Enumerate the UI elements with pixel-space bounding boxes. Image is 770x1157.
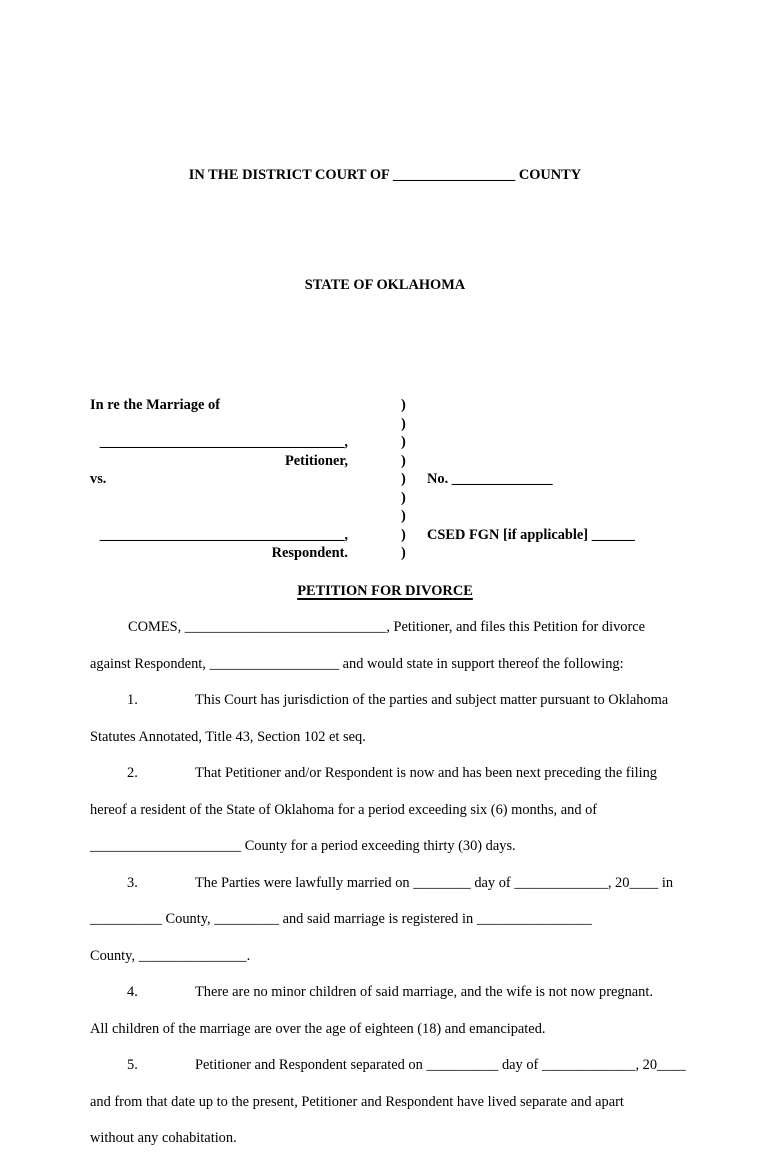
caption-right-spacer-5 — [427, 489, 680, 508]
court-header-line1 — [90, 157, 680, 194]
paragraph-2-line3 — [90, 828, 680, 865]
caption-paren-4: ) — [401, 452, 406, 469]
caption-right-spacer-1 — [427, 396, 680, 415]
csed-fgn-row — [427, 526, 680, 545]
csed-fgn-blank[interactable]: ______ — [591, 526, 635, 543]
petition-body — [90, 609, 686, 1157]
case-number-row — [427, 470, 680, 489]
paragraph-1-line1 — [90, 682, 680, 719]
petitioner-label: Petitioner, — [284, 452, 348, 469]
vs-label: vs. — [90, 471, 107, 487]
paragraph-1-number: 1. — [127, 692, 138, 708]
caption-right-spacer-2 — [427, 415, 680, 434]
paragraph-3-period: . — [246, 947, 251, 964]
paragraph-4-line1 — [90, 974, 680, 1011]
paragraph-5-text-line1: Petitioner and Respondent separated on — [195, 1057, 427, 1073]
separation-month-blank[interactable]: _____________ — [541, 1057, 636, 1073]
court-header — [90, 84, 680, 376]
caption-paren-1: ) — [401, 397, 406, 413]
caption-paren-7: ) — [401, 508, 406, 524]
comes-paragraph-line1 — [90, 609, 680, 646]
state-header-line: STATE OF OKLAHOMA — [304, 276, 466, 293]
respondent-fullname-blank[interactable]: __________________ — [209, 655, 340, 672]
caption-right-spacer-6 — [427, 507, 680, 526]
court-header-line1-prefix: IN THE DISTRICT COURT OF — [188, 167, 393, 183]
paragraph-5-line3: without any cohabitation. — [90, 1130, 237, 1146]
paragraph-3-text-line1: The Parties were lawfully married on — [195, 874, 414, 891]
paragraph-4-number: 4. — [127, 984, 138, 1000]
marriage-month-blank[interactable]: _____________ — [514, 874, 608, 891]
paragraph-5-line1 — [90, 1047, 686, 1084]
court-header-line1-suffix: COUNTY — [515, 167, 582, 183]
csed-fgn-label: CSED FGN [if applicable] — [427, 526, 592, 543]
caption-paren-5: ) — [401, 471, 406, 487]
paragraph-3-line3 — [90, 938, 680, 975]
marriage-year-blank[interactable]: ____ — [629, 874, 659, 891]
registered-state-blank[interactable]: _______________ — [138, 947, 247, 964]
separation-day-blank[interactable]: __________ — [426, 1057, 499, 1073]
caption-paren-9: ) — [401, 545, 406, 561]
respondent-label: Respondent. — [271, 545, 348, 561]
paragraph-2-number: 2. — [127, 765, 138, 781]
caption-paren-3: ) — [401, 434, 406, 450]
paragraph-2-line1 — [90, 755, 680, 792]
caption-paren-2: ) — [401, 415, 406, 432]
case-number-label: No. — [427, 471, 452, 487]
paragraph-3-year-prefix: , 20 — [607, 874, 630, 891]
paragraph-3-dayof-text: day of — [470, 874, 515, 891]
case-caption — [90, 396, 680, 563]
paragraph-3-county-label: County, — [90, 947, 139, 964]
paragraph-2-line2: hereof a resident of the State of Oklahoma for a period exceeding six (6) months, and of — [90, 801, 598, 818]
paragraph-5-line2: and from that date up to the present, Petitioner and Respondent have lived separate and apart — [90, 1093, 624, 1110]
residence-county-blank[interactable]: _____________________ — [90, 838, 242, 854]
paragraph-5-year-prefix: , 20 — [635, 1057, 658, 1073]
paragraph-3-line2 — [90, 901, 680, 938]
petitioner-name-blank[interactable]: __________________________________, — [99, 434, 348, 450]
document-title-text: PETITION FOR DIVORCE — [297, 582, 473, 599]
marriage-county-blank[interactable]: __________ — [90, 911, 162, 927]
paragraph-1-text-line1: This Court has jurisdiction of the parties and subject matter pursuant to Oklahoma — [195, 692, 669, 708]
paragraph-1-line2: Statutes Annotated, Title 43, Section 102 et seq. — [90, 728, 366, 745]
caption-left-spacer-2 — [90, 489, 348, 508]
paragraph-4-line2: All children of the marriage are over the age of eighteen (18) and emancipated. — [90, 1020, 546, 1037]
caption-paren-8: ) — [401, 526, 406, 543]
comes-paragraph-line2 — [90, 646, 680, 683]
separation-year-blank[interactable]: ____ — [657, 1057, 686, 1073]
against-respondent-label: against Respondent, — [90, 655, 210, 672]
paragraph-5-number: 5. — [127, 1057, 138, 1073]
registered-county-blank[interactable]: ________________ — [476, 911, 592, 927]
caption-right-spacer-4 — [427, 452, 680, 471]
paragraph-3-number: 3. — [127, 874, 138, 891]
case-number-blank[interactable]: ______________ — [451, 471, 553, 487]
caption-right-spacer-7 — [427, 544, 680, 563]
caption-right-spacer-3 — [427, 433, 680, 452]
paragraph-3-county-text: County, — [161, 911, 215, 927]
paragraph-3-registered-text: and said marriage is registered in — [278, 911, 477, 927]
comes-after-name: , Petitioner, and files this Petition for divorce — [386, 619, 646, 635]
petitioner-fullname-blank[interactable]: ____________________________ — [184, 619, 387, 635]
in-re-marriage-label: In re the Marriage of — [90, 397, 221, 413]
marriage-day-blank[interactable]: ________ — [413, 874, 471, 891]
paragraph-5-dayof-text: day of — [498, 1057, 542, 1073]
county-name-blank-header[interactable]: _________________ — [392, 167, 516, 183]
paragraph-2-text-line3: County for a period exceeding thirty (30) days. — [241, 838, 516, 854]
comes-lead: COMES, — [128, 619, 185, 635]
paragraph-2-text-line1: That Petitioner and/or Respondent is now and has been next preceding the filing — [195, 765, 657, 781]
comes-closing-text: and would state in support thereof the following: — [339, 655, 624, 672]
caption-left-spacer-3 — [90, 507, 348, 526]
paragraph-3-line1 — [90, 865, 680, 902]
caption-paren-6: ) — [401, 489, 406, 506]
marriage-state-blank[interactable]: _________ — [214, 911, 279, 927]
document-title — [90, 573, 680, 610]
paragraph-3-in-text: in — [658, 874, 674, 891]
caption-left-spacer-1 — [90, 415, 348, 434]
paragraph-4-text-line1: There are no minor children of said marriage, and the wife is not now pregnant. — [195, 984, 653, 1000]
respondent-name-blank[interactable]: __________________________________, — [99, 526, 348, 543]
